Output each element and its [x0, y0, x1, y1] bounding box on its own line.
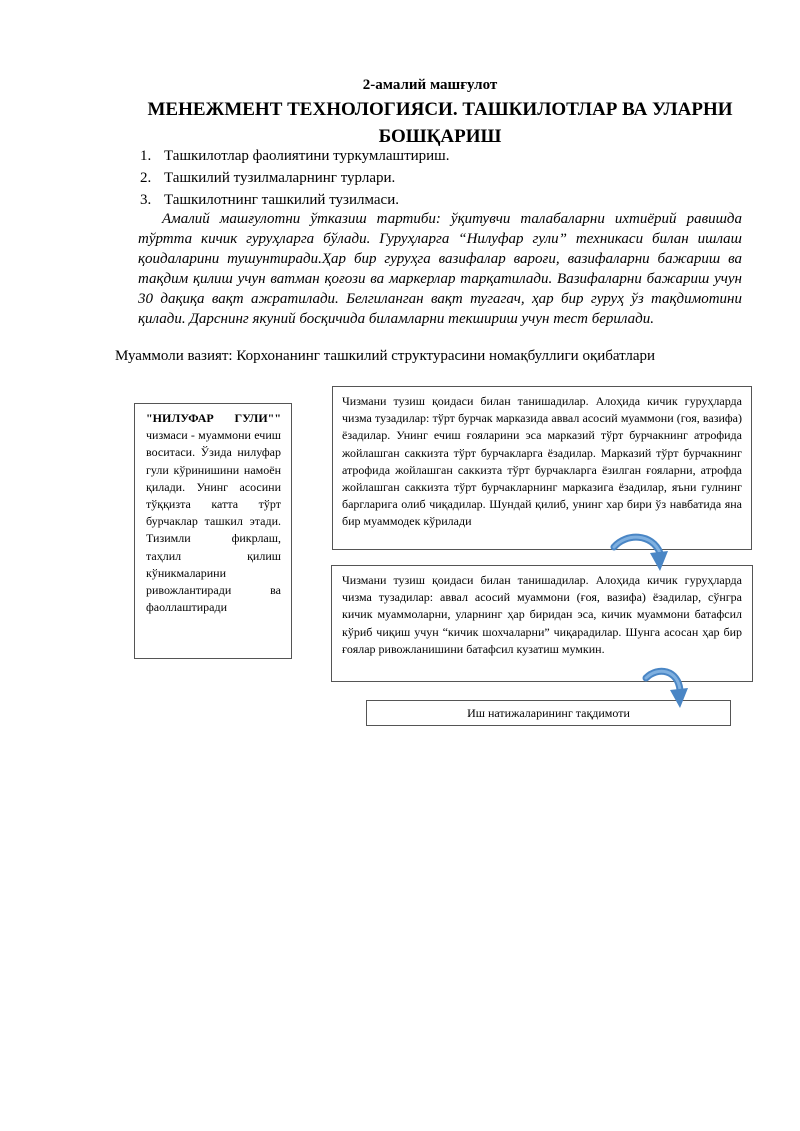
list-item: [140, 167, 449, 189]
step1-box: [332, 386, 752, 550]
list-number: 3.: [140, 192, 152, 208]
step1-text: Чизмани тузиш қоидаси билан танишадилар. Алоҳида кичик гуруҳларда чизма тузадилар: тўрт бурчак марказида аввал асосий муаммони (гоя, вазифа) ёзадилар. Унинг ечиш ғояларини эса марказий тўрт бурчакнинг атрофида жойлашган саккизта тўрт бурчакларга ёзадилар. Марказий тўрт бурчакнинг атрофида жойлашган саккизта тўрт бурчакларга ёзилган ғояларни, атрофда жойлашган саккизта тўрт бурчакларнинг марказига ёзадилар, яъни гулнинг баргларига олиб чиқадилар. Шундай қилиб, унинг хар бири ўз навбатида яна бир муаммодек кўрилади: [342, 394, 742, 529]
step2-text: Чизмани тузиш қоидаси билан танишадилар. Алоҳида кичик гуруҳларда чизма тузадилар: аввал асосий муаммони (ғоя, вазифа) ёзадилар, сўнгра кичик муаммоларни, уларнинг ҳар биридан эса, кичик муаммони батафсил кўриб чиқиш учун “кичик шохчаларни” чиқарадилар. Шунга асосан ҳар бир ғоялар ривожланишини батафсил кузатиш мумкин.: [342, 573, 742, 656]
questions-list: [140, 145, 449, 211]
list-item: [140, 145, 449, 167]
list-number: 2.: [140, 170, 152, 186]
lotus-description-box: [134, 403, 292, 659]
list-number: 1.: [140, 148, 152, 164]
problem-situation: Муаммоли вазият: Корхонанинг ташкилий структурасини номақбуллиги оқибатлари: [115, 348, 656, 364]
list-item-text: Ташкилий тузилмаларнинг турлари.: [164, 170, 396, 186]
list-item-text: Ташкилотнинг ташкилий тузилмаси.: [164, 192, 399, 208]
procedure-paragraph: Амалий машғулотни ўтказиш тартиби: ўқитувчи талабаларни ихтиёрий равишда тўртта кичик гуруҳларга бўлади. Гуруҳларга “Нилуфар гули” техникаси билан ишлаш қоидаларини тушунтиради.Ҳар бир гуруҳга вазифалар вароғи, вазифаларни бажариш ва тақдим қилиш учун ватман қоғози ва маркерлар тарқатилади. Вазифаларни бажариш учун 30 дақиқа вақт ажратилади. Белгиланган вақт тугагач, ҳар бир гуруҳ ўз тақдимотини қилади. Дарснинг якуний босқичида биламларни текшириш учун тест берилади.: [138, 211, 742, 327]
list-item-text: Ташкилотлар фаолиятини туркумлаштириш.: [164, 148, 450, 164]
step3-text: Иш натижаларининг тақдимоти: [467, 706, 630, 720]
curved-arrow-icon: [608, 527, 668, 577]
curved-arrow-icon: [640, 662, 690, 712]
list-item: [140, 189, 449, 211]
lotus-box-title: "НИЛУФАР ГУЛИ"": [146, 411, 281, 425]
document-title: МЕНЕЖМЕНТ ТЕХНОЛОГИЯСИ. ТАШКИЛОТЛАР ВА УЛАРНИ БОШҚАРИШ: [147, 99, 733, 147]
lotus-box-text: чизмаси - муаммони ечиш воситаси. Ўзида нилуфар гули кўринишини намоён қилади. Унинг асосини тўққизта катта тўрт бурчаклар ташкил этади. Тизимли фикрлаш, таҳлил қилиш кўникмаларини ривожлантиради ва фаоллаштиради: [146, 428, 281, 615]
document-subtitle: 2-амалий машғулот: [362, 77, 498, 93]
